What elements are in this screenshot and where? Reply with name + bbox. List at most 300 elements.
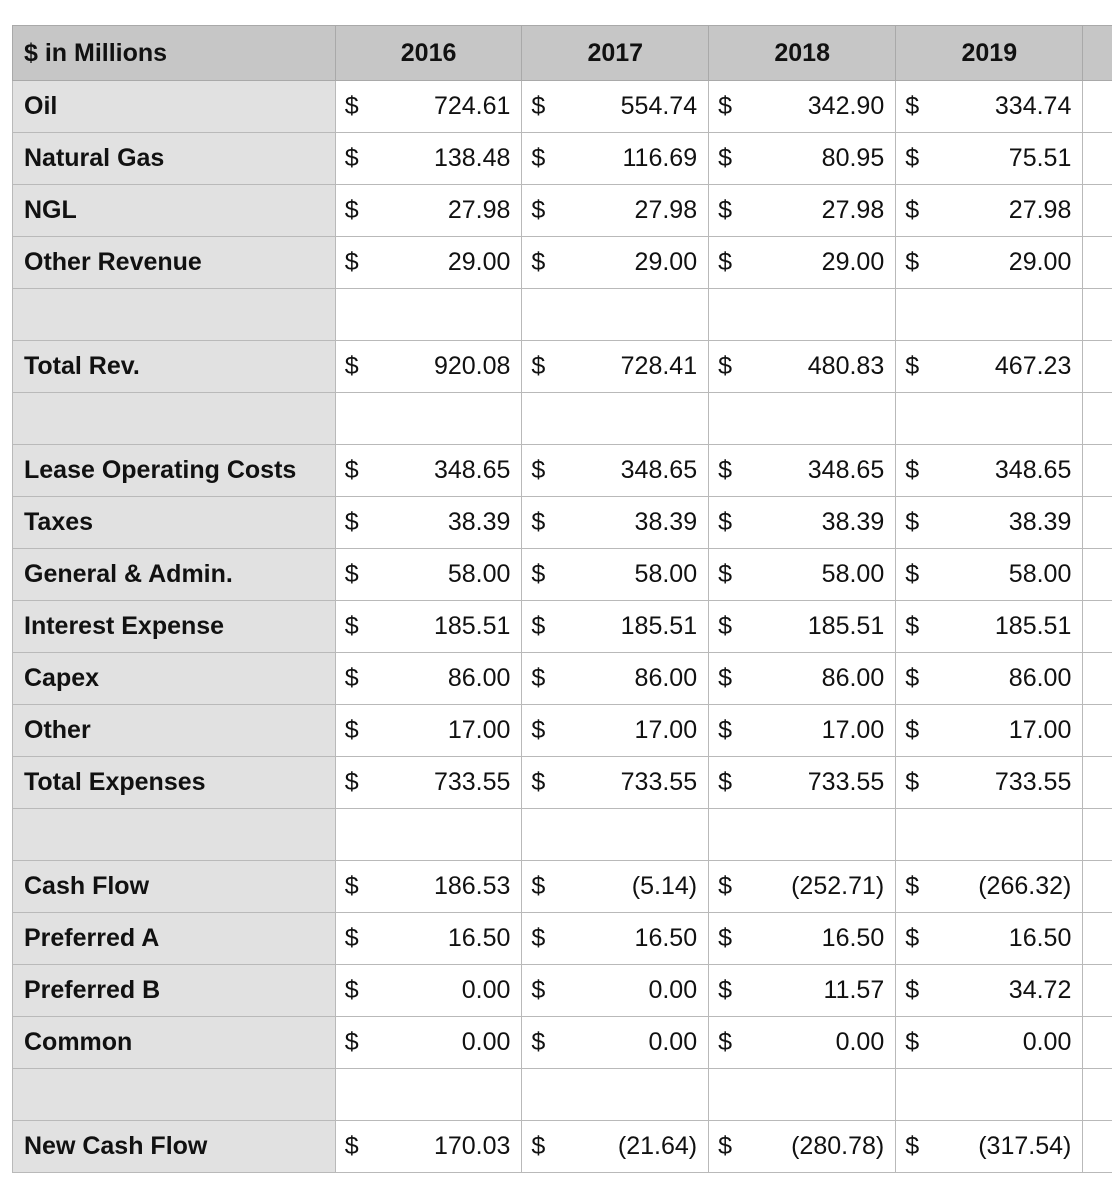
value-cell-content [896, 861, 1082, 912]
next-column-cell[interactable] [1083, 81, 1112, 133]
table-row [13, 757, 1112, 809]
value-cell[interactable] [335, 341, 522, 393]
amount-value: 29.00 [447, 248, 511, 276]
value-cell[interactable] [709, 1121, 896, 1173]
value-cell[interactable] [896, 497, 1083, 549]
value-cell[interactable] [335, 549, 522, 601]
currency-symbol: $ [905, 196, 920, 224]
amount-value: 27.98 [634, 196, 698, 224]
amount-value: 733.55 [433, 768, 511, 796]
value-cell-content [709, 757, 895, 808]
amount-value: 348.65 [433, 456, 511, 484]
value-cell[interactable] [522, 185, 709, 237]
amount-value: 17.00 [634, 716, 698, 744]
value-cell[interactable] [335, 445, 522, 497]
currency-symbol: $ [905, 92, 920, 120]
value-cell[interactable] [335, 809, 522, 861]
row-label[interactable]: Total Expenses [13, 757, 336, 809]
value-cell[interactable] [335, 133, 522, 185]
currency-symbol: $ [905, 664, 920, 692]
value-cell[interactable] [709, 861, 896, 913]
value-cell[interactable] [709, 133, 896, 185]
table-row [13, 861, 1112, 913]
amount-value: 58.00 [447, 560, 511, 588]
value-cell-content [522, 289, 708, 340]
value-cell[interactable] [896, 289, 1083, 341]
amount-value: 170.03 [433, 1132, 511, 1160]
value-cell-content [709, 81, 895, 132]
row-label[interactable] [13, 393, 336, 445]
amount-value: 116.69 [622, 144, 698, 172]
table-row [13, 1069, 1112, 1121]
value-cell[interactable] [709, 757, 896, 809]
row-label[interactable] [13, 289, 336, 341]
value-cell[interactable] [709, 289, 896, 341]
amount-value: 34.72 [1008, 976, 1072, 1004]
next-column-cell[interactable] [1083, 913, 1112, 965]
header-year-2016: 2016 [335, 26, 522, 81]
currency-symbol: $ [344, 196, 359, 224]
value-cell-content [522, 757, 708, 808]
value-cell-content [896, 549, 1082, 600]
value-cell[interactable] [335, 1017, 522, 1069]
header-next-column [1083, 26, 1112, 81]
value-cell-content [336, 1121, 522, 1172]
row-label[interactable]: Common [13, 1017, 336, 1069]
value-cell[interactable] [896, 705, 1083, 757]
value-cell[interactable] [709, 653, 896, 705]
amount-value: (266.32) [978, 872, 1072, 900]
amount-value: 920.08 [433, 352, 511, 380]
value-cell[interactable] [522, 1017, 709, 1069]
currency-symbol: $ [344, 248, 359, 276]
row-label[interactable]: Other Revenue [13, 237, 336, 289]
next-column-cell[interactable] [1083, 1121, 1112, 1173]
value-cell[interactable] [335, 237, 522, 289]
table-row [13, 809, 1112, 861]
value-cell[interactable] [896, 1069, 1083, 1121]
value-cell[interactable] [709, 809, 896, 861]
value-cell[interactable] [522, 81, 709, 133]
value-cell[interactable] [709, 445, 896, 497]
value-cell-content [896, 1121, 1082, 1172]
header-year-2017: 2017 [522, 26, 709, 81]
value-cell[interactable] [709, 497, 896, 549]
row-label[interactable]: Cash Flow [13, 861, 336, 913]
value-cell[interactable] [896, 185, 1083, 237]
value-cell[interactable] [896, 133, 1083, 185]
table-row [13, 601, 1112, 653]
value-cell-content [522, 1121, 708, 1172]
value-cell-content [336, 809, 522, 860]
currency-symbol: $ [344, 508, 359, 536]
currency-symbol: $ [718, 92, 733, 120]
value-cell-content [522, 653, 708, 704]
amount-value: 17.00 [1008, 716, 1072, 744]
next-column-cell[interactable] [1083, 445, 1112, 497]
value-cell-content [336, 705, 522, 756]
row-label[interactable]: Natural Gas [13, 133, 336, 185]
next-column-cell[interactable] [1083, 757, 1112, 809]
value-cell-content [336, 861, 522, 912]
value-cell[interactable] [709, 185, 896, 237]
value-cell[interactable] [896, 341, 1083, 393]
value-cell[interactable] [335, 289, 522, 341]
amount-value: 58.00 [821, 560, 885, 588]
currency-symbol: $ [718, 872, 733, 900]
value-cell-content [709, 809, 895, 860]
value-cell-content [522, 1069, 708, 1120]
currency-symbol: $ [718, 924, 733, 952]
next-column-cell[interactable] [1083, 341, 1112, 393]
value-cell[interactable] [335, 1069, 522, 1121]
value-cell[interactable] [896, 809, 1083, 861]
currency-symbol: $ [531, 456, 546, 484]
amount-value: 27.98 [1008, 196, 1072, 224]
value-cell[interactable] [522, 1069, 709, 1121]
currency-symbol: $ [531, 768, 546, 796]
table-row [13, 965, 1112, 1017]
value-cell[interactable] [896, 757, 1083, 809]
next-column-cell[interactable] [1083, 965, 1112, 1017]
table-row [13, 289, 1112, 341]
value-cell-content [709, 601, 895, 652]
value-cell-content [709, 497, 895, 548]
value-cell-content [336, 81, 522, 132]
value-cell[interactable] [709, 549, 896, 601]
next-column-cell[interactable] [1083, 185, 1112, 237]
next-column-cell[interactable] [1083, 237, 1112, 289]
value-cell[interactable] [522, 237, 709, 289]
value-cell[interactable] [896, 965, 1083, 1017]
value-cell-content [896, 809, 1082, 860]
currency-symbol: $ [531, 144, 546, 172]
row-label[interactable]: Lease Operating Costs [13, 445, 336, 497]
currency-symbol: $ [905, 1028, 920, 1056]
value-cell[interactable] [335, 913, 522, 965]
value-cell[interactable] [335, 965, 522, 1017]
currency-symbol: $ [531, 560, 546, 588]
value-cell[interactable] [522, 757, 709, 809]
value-cell-content [709, 705, 895, 756]
value-cell-content [709, 445, 895, 496]
value-cell[interactable] [335, 497, 522, 549]
value-cell[interactable] [522, 497, 709, 549]
currency-symbol: $ [718, 456, 733, 484]
value-cell[interactable] [709, 393, 896, 445]
amount-value: 16.50 [634, 924, 698, 952]
financial-table [12, 25, 1112, 1173]
row-label[interactable]: Interest Expense [13, 601, 336, 653]
amount-value: 186.53 [433, 872, 511, 900]
table-row [13, 81, 1112, 133]
value-cell[interactable] [522, 393, 709, 445]
table-row [13, 341, 1112, 393]
value-cell-content [709, 861, 895, 912]
amount-value: 0.00 [461, 976, 511, 1004]
table-row [13, 497, 1112, 549]
currency-symbol: $ [531, 664, 546, 692]
value-cell-content [709, 133, 895, 184]
currency-symbol: $ [531, 248, 546, 276]
amount-value: 16.50 [1008, 924, 1072, 952]
next-column-cell[interactable] [1083, 705, 1112, 757]
currency-symbol: $ [718, 248, 733, 276]
amount-value: 86.00 [821, 664, 885, 692]
value-cell[interactable] [335, 1121, 522, 1173]
value-cell[interactable] [522, 341, 709, 393]
value-cell-content [522, 809, 708, 860]
value-cell[interactable] [896, 445, 1083, 497]
next-column-cell[interactable] [1083, 549, 1112, 601]
value-cell[interactable] [335, 705, 522, 757]
next-column-cell[interactable] [1083, 1069, 1112, 1121]
amount-value: 29.00 [1008, 248, 1072, 276]
row-label[interactable] [13, 809, 336, 861]
value-cell-content [709, 1017, 895, 1068]
currency-symbol: $ [718, 664, 733, 692]
row-label[interactable]: Taxes [13, 497, 336, 549]
currency-symbol: $ [718, 612, 733, 640]
value-cell[interactable] [522, 601, 709, 653]
value-cell[interactable] [709, 1069, 896, 1121]
amount-value: 29.00 [821, 248, 885, 276]
currency-symbol: $ [344, 456, 359, 484]
next-column-cell[interactable] [1083, 809, 1112, 861]
currency-symbol: $ [344, 872, 359, 900]
value-cell-content [522, 705, 708, 756]
currency-symbol: $ [718, 976, 733, 1004]
currency-symbol: $ [718, 1132, 733, 1160]
row-label[interactable]: Capex [13, 653, 336, 705]
next-column-cell[interactable] [1083, 289, 1112, 341]
value-cell-content [336, 965, 522, 1016]
value-cell-content [336, 913, 522, 964]
amount-value: 0.00 [648, 976, 698, 1004]
value-cell[interactable] [335, 81, 522, 133]
value-cell[interactable] [709, 965, 896, 1017]
currency-symbol: $ [531, 92, 546, 120]
amount-value: 17.00 [821, 716, 885, 744]
next-column-cell[interactable] [1083, 861, 1112, 913]
table-row [13, 705, 1112, 757]
row-label[interactable]: Total Rev. [13, 341, 336, 393]
value-cell[interactable] [896, 653, 1083, 705]
value-cell[interactable] [522, 445, 709, 497]
value-cell[interactable] [335, 757, 522, 809]
amount-value: 733.55 [994, 768, 1072, 796]
value-cell-content [896, 1017, 1082, 1068]
amount-value: 554.74 [620, 92, 698, 120]
value-cell[interactable] [522, 549, 709, 601]
value-cell-content [709, 653, 895, 704]
value-cell-content [336, 445, 522, 496]
amount-value: 185.51 [620, 612, 698, 640]
amount-value: 348.65 [807, 456, 885, 484]
amount-value: 733.55 [807, 768, 885, 796]
value-cell[interactable] [335, 601, 522, 653]
value-cell[interactable] [522, 809, 709, 861]
currency-symbol: $ [531, 508, 546, 536]
amount-value: 11.57 [823, 976, 885, 1004]
amount-value: 348.65 [994, 456, 1072, 484]
amount-value: 86.00 [447, 664, 511, 692]
currency-symbol: $ [344, 92, 359, 120]
currency-symbol: $ [531, 716, 546, 744]
amount-value: 27.98 [821, 196, 885, 224]
value-cell-content [709, 913, 895, 964]
value-cell-content [336, 185, 522, 236]
value-cell-content [336, 497, 522, 548]
value-cell-content [896, 81, 1082, 132]
value-cell[interactable] [522, 861, 709, 913]
table-row [13, 445, 1112, 497]
value-cell[interactable] [896, 1121, 1083, 1173]
value-cell-content [896, 497, 1082, 548]
amount-value: 342.90 [807, 92, 885, 120]
row-label[interactable]: NGL [13, 185, 336, 237]
row-label[interactable]: Preferred A [13, 913, 336, 965]
value-cell-content [709, 185, 895, 236]
next-column-cell[interactable] [1083, 653, 1112, 705]
value-cell-content [896, 341, 1082, 392]
value-cell-content [709, 237, 895, 288]
currency-symbol: $ [905, 1132, 920, 1160]
next-column-cell[interactable] [1083, 601, 1112, 653]
row-label[interactable]: General & Admin. [13, 549, 336, 601]
value-cell[interactable] [896, 237, 1083, 289]
currency-symbol: $ [718, 560, 733, 588]
value-cell[interactable] [896, 1017, 1083, 1069]
row-label[interactable]: Oil [13, 81, 336, 133]
row-label[interactable] [13, 1069, 336, 1121]
value-cell-content [336, 133, 522, 184]
currency-symbol: $ [344, 1028, 359, 1056]
amount-value: (252.71) [791, 872, 885, 900]
amount-value: 58.00 [634, 560, 698, 588]
value-cell[interactable] [896, 861, 1083, 913]
amount-value: 29.00 [634, 248, 698, 276]
value-cell[interactable] [335, 653, 522, 705]
value-cell-content [896, 757, 1082, 808]
value-cell-content [522, 601, 708, 652]
value-cell[interactable] [709, 341, 896, 393]
amount-value: (317.54) [978, 1132, 1072, 1160]
currency-symbol: $ [718, 352, 733, 380]
value-cell-content [336, 601, 522, 652]
row-label[interactable]: Other [13, 705, 336, 757]
value-cell-content [709, 341, 895, 392]
row-label[interactable]: New Cash Flow [13, 1121, 336, 1173]
next-column-cell[interactable] [1083, 497, 1112, 549]
value-cell[interactable] [896, 913, 1083, 965]
value-cell-content [709, 549, 895, 600]
value-cell[interactable] [896, 549, 1083, 601]
value-cell-content [336, 757, 522, 808]
currency-symbol: $ [905, 872, 920, 900]
value-cell-content [896, 133, 1082, 184]
currency-symbol: $ [344, 924, 359, 952]
value-cell[interactable] [522, 1121, 709, 1173]
value-cell-content [522, 497, 708, 548]
value-cell[interactable] [896, 601, 1083, 653]
value-cell-content [896, 1069, 1082, 1120]
amount-value: 724.61 [433, 92, 511, 120]
value-cell-content [896, 913, 1082, 964]
table-body [13, 81, 1112, 1173]
currency-symbol: $ [344, 664, 359, 692]
currency-symbol: $ [718, 716, 733, 744]
currency-symbol: $ [905, 612, 920, 640]
amount-value: 334.74 [994, 92, 1072, 120]
value-cell-content [896, 601, 1082, 652]
value-cell-content [896, 393, 1082, 444]
value-cell[interactable] [335, 861, 522, 913]
value-cell[interactable] [709, 237, 896, 289]
currency-symbol: $ [531, 976, 546, 1004]
value-cell[interactable] [522, 705, 709, 757]
currency-symbol: $ [531, 352, 546, 380]
amount-value: 17.00 [447, 716, 511, 744]
next-column-cell[interactable] [1083, 1017, 1112, 1069]
value-cell[interactable] [335, 393, 522, 445]
value-cell-content [522, 549, 708, 600]
value-cell-content [336, 289, 522, 340]
value-cell-content [522, 237, 708, 288]
value-cell[interactable] [896, 81, 1083, 133]
value-cell[interactable] [709, 81, 896, 133]
row-label[interactable]: Preferred B [13, 965, 336, 1017]
value-cell[interactable] [335, 185, 522, 237]
value-cell[interactable] [709, 705, 896, 757]
value-cell[interactable] [709, 1017, 896, 1069]
value-cell[interactable] [709, 601, 896, 653]
value-cell-content [336, 341, 522, 392]
amount-value: 480.83 [807, 352, 885, 380]
currency-symbol: $ [531, 872, 546, 900]
next-column-cell[interactable] [1083, 133, 1112, 185]
value-cell[interactable] [709, 913, 896, 965]
next-column-cell[interactable] [1083, 393, 1112, 445]
value-cell-content [896, 185, 1082, 236]
value-cell-content [709, 393, 895, 444]
amount-value: 58.00 [1008, 560, 1072, 588]
value-cell[interactable] [896, 393, 1083, 445]
amount-value: 728.41 [620, 352, 698, 380]
value-cell[interactable] [522, 289, 709, 341]
amount-value: 185.51 [994, 612, 1072, 640]
value-cell[interactable] [522, 913, 709, 965]
value-cell-content [709, 965, 895, 1016]
value-cell[interactable] [522, 653, 709, 705]
currency-symbol: $ [905, 924, 920, 952]
value-cell-content [522, 861, 708, 912]
amount-value: 38.39 [821, 508, 885, 536]
currency-symbol: $ [344, 768, 359, 796]
amount-value: 0.00 [461, 1028, 511, 1056]
currency-symbol: $ [905, 144, 920, 172]
amount-value: 86.00 [1008, 664, 1072, 692]
value-cell-content [709, 289, 895, 340]
value-cell-content [896, 705, 1082, 756]
value-cell[interactable] [522, 965, 709, 1017]
value-cell[interactable] [522, 133, 709, 185]
currency-symbol: $ [905, 560, 920, 588]
table-row [13, 1017, 1112, 1069]
amount-value: 348.65 [620, 456, 698, 484]
currency-symbol: $ [905, 352, 920, 380]
value-cell-content [336, 1017, 522, 1068]
